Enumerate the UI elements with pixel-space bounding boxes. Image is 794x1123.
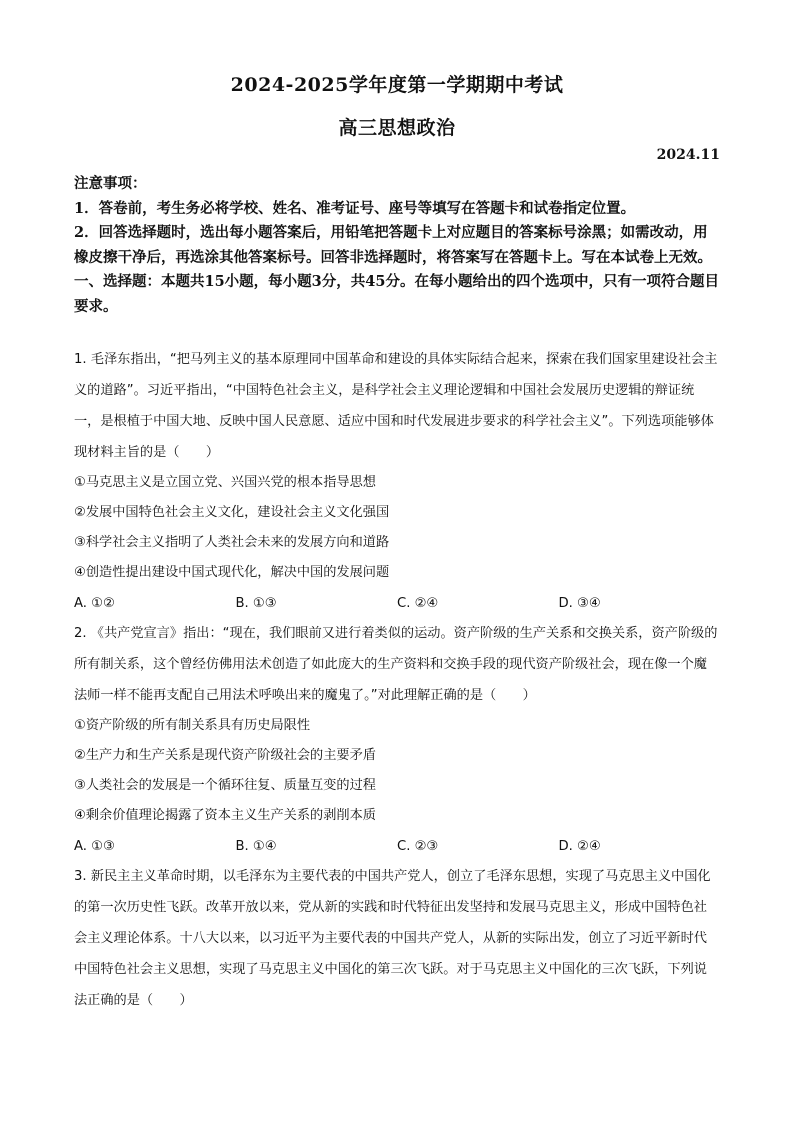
notice-heading: 注意事项： <box>74 175 147 192</box>
answer-options <box>74 588 720 618</box>
subject-title: 高三思想政治 <box>338 117 456 139</box>
notice-section <box>74 172 720 319</box>
question-stem: 1. 毛泽东指出，“把马列主义的基本原理同中国革命和建设的具体实际结合起来，探索在我们国家里建设社会主义的道路”。习近平指出，“中国特色社会主义，是科学社会主义理论逻辑和中国社会发展历史逻辑的辩证统一，是根植于中国大地、反映中国人民意愿、适应中国和时代发展进步要求的科学社会主义”。下列选项能够体现材料主旨的是（ ） <box>74 352 718 460</box>
question-statement: ③人类社会的发展是一个循环往复、质量互变的过程 <box>74 778 376 793</box>
question-statement: ②生产力和生产关系是现代资产阶级社会的主要矛盾 <box>74 748 376 763</box>
exam-date: 2024.11 <box>656 147 720 163</box>
question-statement: ②发展中国特色社会主义文化，建设社会主义文化强国 <box>74 505 390 520</box>
option-c: C. ②③ <box>397 838 439 854</box>
section-heading: 一、选择题：本题共15小题，每小题3分，共45分。在每小题给出的四个选项中，只有一项符合题目要求。 <box>74 273 719 315</box>
exam-title: 2024-2025学年度第一学期期中考试 <box>230 74 564 96</box>
option-b: B. ①③ <box>235 595 277 611</box>
option-d: D. ③④ <box>558 595 601 611</box>
question-stem: 3. 新民主主义革命时期，以毛泽东为主要代表的中国共产党人，创立了毛泽东思想，实现了马克思主义中国化的第一次历史性飞跃。改革开放以来，党从新的实践和时代特征出发坚持和发展马克思主义，形成中国特色社会主义理论体系。十八大以来，以习近平为主要代表的中国共产党人，从新的实际出发，创立了习近平新时代中国特色社会主义思想，实现了马克思主义中国化的第三次飞跃。对于马克思主义中国化的三次飞跃，下列说法正确的是（ ） <box>74 869 711 1008</box>
answer-options <box>74 831 720 861</box>
notice-item: 2．回答选择题时，选出每小题答案后，用铅笔把答题卡上对应题目的答案标号涂黑；如需改动，用橡皮擦干净后，再选涂其他答案标号。回答非选择题时，将答案写在答题卡上。写在本试卷上无效。 <box>74 224 712 266</box>
question-statement: ①资产阶级的所有制关系具有历史局限性 <box>74 718 311 733</box>
question-statement: ③科学社会主义指明了人类社会未来的发展方向和道路 <box>74 535 390 550</box>
option-d: D. ②④ <box>558 838 601 854</box>
notice-item: 1．答卷前，考生务必将学校、姓名、准考证号、座号等填写在答题卡和试卷指定位置。 <box>74 199 636 217</box>
option-b: B. ①④ <box>235 838 277 854</box>
question-statement: ④剩余价值理论揭露了资本主义生产关系的剥削本质 <box>74 808 376 823</box>
option-a: A. ①② <box>74 595 115 611</box>
option-a: A. ①③ <box>74 838 115 854</box>
questions-section <box>74 344 720 1016</box>
question-stem: 2. 《共产党宣言》指出：“现在，我们眼前又进行着类似的运动。资产阶级的生产关系和交换关系，资产阶级的所有制关系，这个曾经仿佛用法术创造了如此庞大的生产资料和交换手段的现代资产阶级社会，现在像一个魔法师一样不能再支配自己用法术呼唤出来的魔鬼了。”对此理解正确的是（ ） <box>74 626 718 703</box>
question-statement: ①马克思主义是立国立党、兴国兴党的根本指导思想 <box>74 475 376 490</box>
option-c: C. ②④ <box>397 595 439 611</box>
question-statement: ④创造性提出建设中国式现代化，解决中国的发展问题 <box>74 565 390 580</box>
